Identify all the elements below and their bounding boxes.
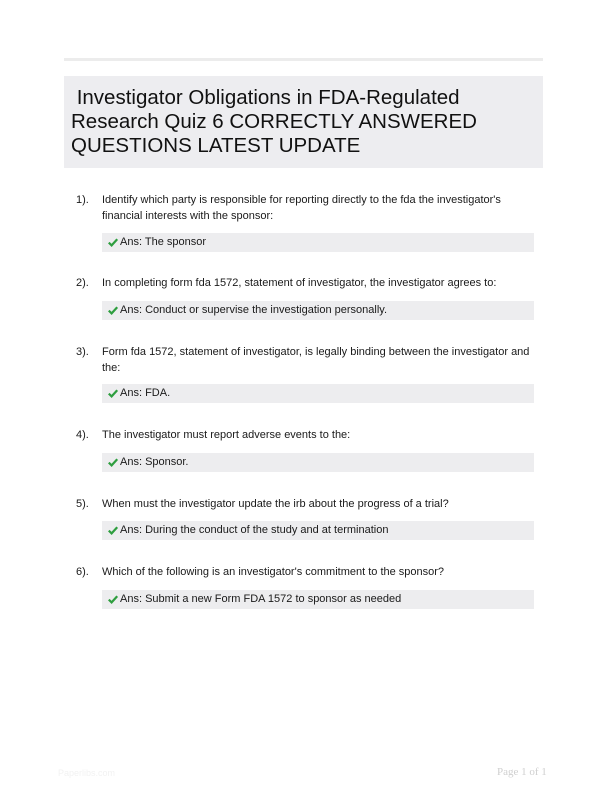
check-icon: [108, 526, 118, 535]
footer-site-watermark: Paperlibs.com: [58, 768, 116, 778]
question-text: Identify which party is responsible for reporting directly to the fda the investigator's financial interests with the sponsor:: [102, 194, 501, 222]
answer-box: [102, 453, 534, 472]
question-text: When must the investigator update the irb about the progress of a trial?: [102, 498, 449, 510]
check-icon: [108, 389, 118, 398]
question-text: The investigator must report adverse events to the:: [102, 429, 351, 441]
answer-text: Ans: Submit a new Form FDA 1572 to sponsor as needed: [120, 593, 402, 605]
document-title: Investigator Obligations in FDA-Regulated Research Quiz 6 CORRECTLY ANSWERED QUESTIONS LATEST UPDATE: [71, 86, 483, 157]
answer-box: [102, 384, 534, 403]
question-number: 3).: [76, 346, 89, 358]
answer-box: [102, 521, 534, 540]
answer-box: [102, 301, 534, 320]
check-icon: [108, 306, 118, 315]
question-number: 1).: [76, 194, 89, 206]
page-indicator: Page 1 of 1: [497, 766, 547, 778]
answer-text: Ans: Sponsor.: [120, 456, 189, 468]
check-icon: [108, 458, 118, 467]
question-number: 6).: [76, 566, 89, 578]
question-text: Which of the following is an investigator's commitment to the sponsor?: [102, 566, 445, 578]
answer-text: Ans: Conduct or supervise the investigation personally.: [120, 304, 387, 316]
answer-text: Ans: The sponsor: [120, 236, 207, 248]
question-text: In completing form fda 1572, statement of investigator, the investigator agrees to:: [102, 277, 497, 289]
question-number: 5).: [76, 498, 89, 510]
answer-text: Ans: FDA.: [120, 387, 171, 399]
answer-box: [102, 590, 534, 609]
top-divider: [64, 58, 543, 61]
question-number: 2).: [76, 277, 89, 289]
check-icon: [108, 238, 118, 247]
title-box: [64, 76, 543, 168]
question-text: Form fda 1572, statement of investigator, is legally binding between the investigator and the:: [102, 346, 530, 374]
answer-box: [102, 233, 534, 252]
check-icon: [108, 595, 118, 604]
answer-text: Ans: During the conduct of the study and at termination: [120, 524, 389, 536]
question-number: 4).: [76, 429, 89, 441]
